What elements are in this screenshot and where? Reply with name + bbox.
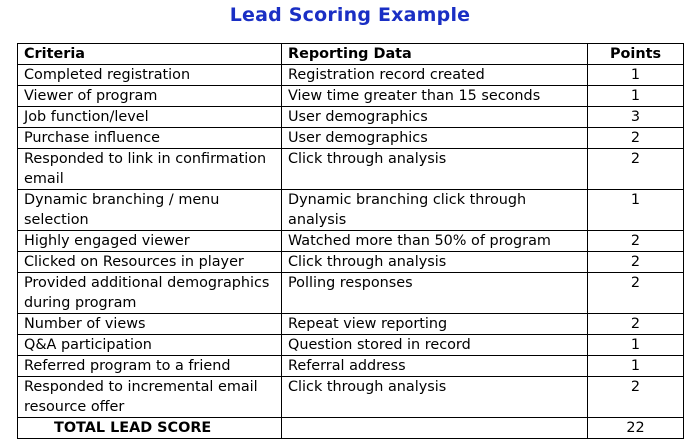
points-cell: 1 (588, 86, 684, 107)
table-header-row (18, 44, 684, 65)
points-cell: 2 (588, 128, 684, 149)
reporting-cell: Registration record created (282, 65, 588, 86)
criteria-cell: Responded to link in confirmation email (18, 149, 282, 190)
table-row (18, 86, 684, 107)
reporting-cell: Watched more than 50% of program (282, 231, 588, 252)
reporting-cell: Question stored in record (282, 335, 588, 356)
reporting-cell: Dynamic branching click through analysis (282, 190, 588, 231)
points-cell: 1 (588, 356, 684, 377)
points-cell: 1 (588, 65, 684, 86)
reporting-cell: User demographics (282, 107, 588, 128)
criteria-cell: Referred program to a friend (18, 356, 282, 377)
table-row (18, 190, 684, 231)
table-row (18, 107, 684, 128)
table-row (18, 231, 684, 252)
criteria-cell: Highly engaged viewer (18, 231, 282, 252)
table-row (18, 149, 684, 190)
criteria-cell: Viewer of program (18, 86, 282, 107)
criteria-cell: Clicked on Resources in player (18, 252, 282, 273)
page-title: Lead Scoring Example (229, 4, 471, 26)
points-cell: 1 (588, 335, 684, 356)
table-row (18, 252, 684, 273)
total-row (18, 418, 684, 439)
points-cell: 2 (588, 252, 684, 273)
points-cell: 2 (588, 149, 684, 190)
table-row (18, 356, 684, 377)
criteria-cell: Provided additional demographics during program (18, 273, 282, 314)
points-cell: 2 (588, 231, 684, 252)
table-row (18, 273, 684, 314)
reporting-data-header: Reporting Data (282, 44, 588, 65)
criteria-cell: Q&A participation (18, 335, 282, 356)
criteria-cell: Purchase influence (18, 128, 282, 149)
table-row (18, 377, 684, 418)
reporting-cell: Referral address (282, 356, 588, 377)
reporting-cell: Click through analysis (282, 252, 588, 273)
criteria-cell: Dynamic branching / menu selection (18, 190, 282, 231)
total-label: TOTAL LEAD SCORE (18, 418, 282, 439)
total-points: 22 (588, 418, 684, 439)
reporting-cell: Repeat view reporting (282, 314, 588, 335)
table-row (18, 335, 684, 356)
points-cell: 2 (588, 273, 684, 314)
reporting-cell: View time greater than 15 seconds (282, 86, 588, 107)
points-cell: 2 (588, 314, 684, 335)
criteria-header: Criteria (18, 44, 282, 65)
points-header: Points (588, 44, 684, 65)
table-row (18, 128, 684, 149)
criteria-cell: Completed registration (18, 65, 282, 86)
reporting-cell: Polling responses (282, 273, 588, 314)
criteria-cell: Number of views (18, 314, 282, 335)
criteria-cell: Job function/level (18, 107, 282, 128)
points-cell: 3 (588, 107, 684, 128)
points-cell: 1 (588, 190, 684, 231)
table-row (18, 314, 684, 335)
reporting-cell: Click through analysis (282, 377, 588, 418)
table-row (18, 65, 684, 86)
total-reporting-cell (282, 418, 588, 439)
criteria-cell: Responded to incremental email resource offer (18, 377, 282, 418)
points-cell: 2 (588, 377, 684, 418)
lead-scoring-table (17, 43, 684, 439)
reporting-cell: Click through analysis (282, 149, 588, 190)
reporting-cell: User demographics (282, 128, 588, 149)
